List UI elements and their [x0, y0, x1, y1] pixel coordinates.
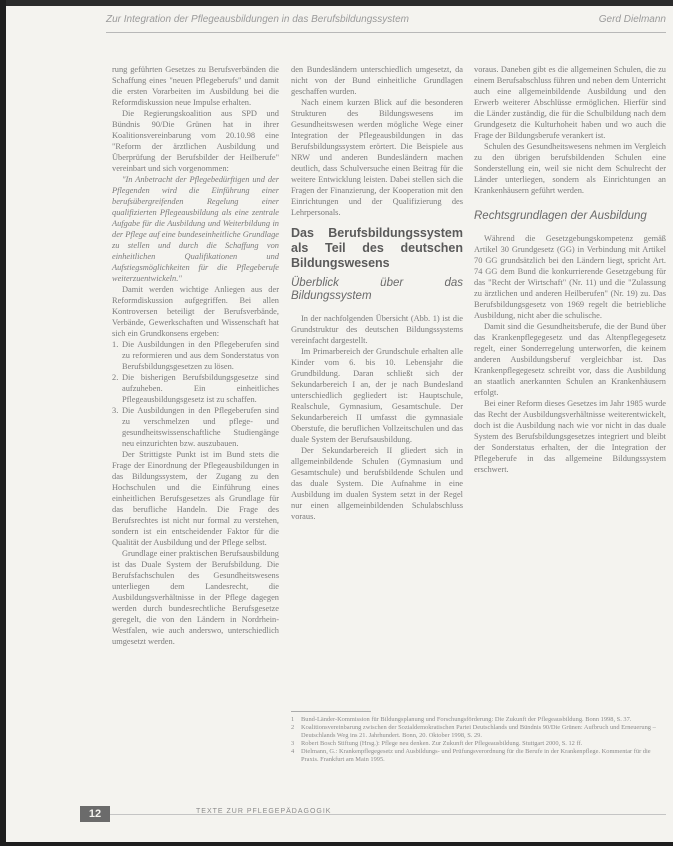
paragraph: den Bundesländern unterschiedlich umgesetzt, da nicht von der Bund einheitliche Grundlagen geschaffen wurden. [291, 65, 463, 96]
footnote [291, 724, 666, 740]
paragraph: Schulen des Gesundheitswesens nehmen im Vergleich zu den übrigen berufsbildenden Schulen eine Sonderstellung ein, weil sie nicht dem Schulrecht der Länder unterliegen, sondern als Einrichtungen an Krankenhäusern geführt werden. [474, 142, 666, 195]
paragraph: Im Primarbereich der Grundschule erhalten alle Kinder vom 6. bis 10. Lebensjahr die Grundbildung. Daran schließt sich der Sekundarbereich I an, der je nach Bundesland unterschiedlich gegliedert ist: Hauptschule, Realschule, Gymnasium, Gesamtschule. Der Sekundarbereich II umfasst die gymnasiale Oberstufe, die beruflichen Vollzeitschulen und das duale System der Berufsausbildung. [291, 347, 463, 444]
running-header [106, 14, 666, 32]
list-item [112, 405, 279, 449]
list-text: Die Ausbildungen in den Pflegeberufen sind zu reformieren und aus dem Sonderstatus von Berufsbildungsgesetzen zu lösen. [122, 340, 279, 371]
paragraph: In der nachfolgenden Übersicht (Abb. 1) ist die Grundstruktur des deutschen Bildungssystems vereinfacht dargestellt. [291, 314, 463, 345]
section-heading: Das Berufsbildungssystem als Teil des deutschen Bildungswesens [291, 226, 463, 270]
footer-title: TEXTE ZUR PFLEGEPÄDAGOGIK [196, 808, 332, 815]
list-text: Die Ausbildungen in den Pflegeberufen sind zu verschmelzen und pflege- und gesundheitswissenschaftliche Studiengänge neu einzurichten bzw. auszubauen. [122, 406, 279, 448]
footnote-number: 3 [291, 740, 295, 747]
footnote-number: 1 [291, 716, 295, 723]
list-number: 1. [112, 340, 119, 349]
footnote-number: 2 [291, 724, 295, 731]
footnote-rule [291, 711, 371, 712]
paragraph: rung geführten Gesetzes zu Berufsverbänden die Schaffung eines "neuen Pflegeberufs" und damit die ersten Vorarbeiten im Ausbildung bei die Reformdiskussion neue Impulse erhalten. [112, 65, 279, 107]
paragraph: Der Sekundarbereich II gliedert sich in allgemeinbildende Schulen (Gymnasium und Gesamtschule) und berufsbildende Schulen und das duale System. Die Aufnahme in eine Ausbildung im dualen System setzt in der Regel nur einen allgemeinbildenden Schulabschluss voraus. [291, 446, 463, 521]
text-column-1 [112, 64, 279, 647]
footnote-text: Koalitionsvereinbarung zwischen der Sozialdemokratischen Partei Deutschlands und Bündnis 90/Die Grünen: Aufbruch und Erneuerung – Deutschlands Weg ins 21. Jahrhundert. Bonn, 20. Oktober 1998, S. 29. [301, 724, 656, 739]
footnote [291, 740, 666, 748]
header-title: Zur Integration der Pflegeausbildungen in das Berufsbildungssystem [106, 14, 409, 25]
footnote [291, 748, 666, 764]
footnote-text: Bund-Länder-Kommission für Bildungsplanung und Forschungsförderung: Die Zukunft der Pflegeausbildung. Bonn 1998, S. 37. [301, 716, 632, 723]
list-item [112, 339, 279, 372]
footer-rule [110, 814, 666, 815]
paragraph: Der Strittigste Punkt ist im Bund stets die Frage der Einordnung der Pflegeausbildungen in das Bildungssystem, der Zugang zu den Hochschulen und die Einführung eines einheitlichen Berufsgesetzes als Grundlage für das berufliche Handeln. Die Frage des Berufsrechtes ist nicht nur formal zu verstehen, sondern ist ein entscheidender Faktor für die Qualität der Ausbildung und der Pflege selbst. [112, 450, 279, 547]
subsection-heading: Rechtsgrundlagen der Ausbildung [474, 210, 647, 222]
paragraph: Während die Gesetzgebungskompetenz gemäß Artikel 30 Grundgesetz (GG) in Verbindung mit Artikel 70 GG grundsätzlich bei den Ländern liegt, spricht Art. 74 GG dem Bund die konkurrierende Gesetzgebung für das "Recht der Wirtschaft" (Nr. 11) und die "Zulassung zu ärztlichen und anderen Heilberufen" (Nr. 19) zu. Das Berufsbildungsgesetz von 1969 regelt die betriebliche Ausbildung, nicht aber die schulische. [474, 234, 666, 320]
text-column-3 [474, 64, 666, 475]
paragraph: Damit sind die Gesundheitsberufe, die der Bund über das Krankenpflegegesetz und das Altenpflegegesetz regelt, einer Sonderregelung unterworfen, die keinem anderen Ausbildungsberuf vergleichbar ist. Das Krankenpflegegesetz schreibt vor, dass die Ausbildung an staatlich anerkannten Schulen an Krankenhäusern erfolgt. [474, 322, 666, 397]
paragraph: Die Regierungskoalition aus SPD und Bündnis 90/Die Grünen hat in ihrer Koalitionsvereinbarung vom 20.10.98 eine "Reform der ärztlichen Ausbildung und Überprüfung der Berufsbilder der Heilberufe" vereinbart und sich vorgenommen: [112, 109, 279, 173]
header-rule [106, 32, 666, 33]
footnote-text: Robert Bosch Stiftung (Hrsg.): Pflege neu denken. Zur Zukunft der Pflegeausbildung. Stuttgart 2000, S. 12 ff. [301, 740, 583, 747]
list-number: 3. [112, 406, 119, 415]
footnotes [291, 716, 666, 764]
document-page [6, 6, 673, 842]
block-quote: "In Anbetracht der Pflegebedürftigen und der Pflegenden wird die Einführung einer berufsübergreifenden Regelung einer qualifizierten Pflegeausbildung als eine zentrale Aufgabe für die Ausbildung und Weiterbildung in der Pflege auf eine bundeseinheitliche Grundlage zu stellen und durch die Schaffung von einheitlichen Qualifikationen und Aufstiegsmöglichkeiten für die Pflegeberufe weiterzuentwickeln." [112, 175, 279, 283]
scan-dark-edge-bottom [0, 842, 673, 846]
footnote [291, 716, 666, 724]
text-column-2 [291, 64, 463, 522]
list-item [112, 372, 279, 405]
page-number: 12 [80, 806, 110, 822]
paragraph: Damit werden wichtige Anliegen aus der Reformdiskussion aufgegriffen. Bei allen Kontroversen beteiligt der Berufsverbände, Verbände, Gewerkschaften und Wissenschaft hat sich ein Grundkonsens ergeben: [112, 285, 279, 338]
footnote-number: 4 [291, 748, 295, 755]
paragraph: Bei einer Reform dieses Gesetzes im Jahr 1985 wurde das Recht der Ausbildungsverhältnisse weiterentwickelt, doch ist die Ausbildung nach wie vor nicht in das duale System des Berufsbildungsgesetzes integriert und bleibt der Sonderstatus erhalten, der die Integration der Pflegeberufe in das allgemeine Bildungssystem erschwert. [474, 399, 666, 474]
paragraph: Nach einem kurzen Blick auf die besonderen Strukturen des Bildungswesens im Gesundheitswesen werden mögliche Wege einer Integration der Pflegeausbildungen in das Berufsbildungssystem erörtert. Die Beispiele aus NRW und anderen Bundesländern machen deutlich, dass Schulversuche einen Beitrag für die weitere Entwicklung leisten. Dabei stellen sich die Fragen der Finanzierung, der Kooperation mit den Einrichtungen und der Qualifizierung des Lehrpersonals. [291, 98, 463, 217]
list-number: 2. [112, 373, 119, 382]
header-author: Gerd Dielmann [598, 14, 666, 25]
page-footer [6, 802, 673, 826]
numbered-list [112, 339, 279, 449]
paragraph: voraus. Daneben gibt es die allgemeinen Schulen, die zu einem Berufsabschluss führen und neben dem Unterricht auch eine allgemeinbildende Ausbildung und den Erwerb weiterer Abschlüsse ermöglichen. Hierfür sind die Länder zuständig, die für die Schulbildung nach dem Grundgesetz die Kulturhoheit haben und wo auch die Frage der Bildungsberufe verankert ist. [474, 65, 666, 140]
footnote-text: Dielmann, G.: Krankenpflegegesetz und Ausbildungs- und Prüfungsverordnung für die Berufe in der Krankenpflege. Kommentar für die Praxis. Frankfurt am Main 1995. [301, 748, 651, 763]
list-text: Die bisherigen Berufsbildungsgesetze sind aufzuheben. Ein einheitliches Pflegeausbildungsgesetz ist zu schaffen. [122, 373, 279, 404]
subsection-heading: Überblick über das Bildungssystem [291, 277, 463, 302]
paragraph: Grundlage einer praktischen Berufsausbildung ist das Duale System der Berufsbildung. Die Berufsfachschulen des Gesundheitswesens unterliegen dem Landesrecht, die Ausbildungsverhältnisse in der Pflege dagegen werden durch bundesrechtliche Berufsgesetze geregelt, die von den Ländern in Nordrhein-Westfalen, wie auch anderswo, unterschiedlich umgesetzt werden. [112, 549, 279, 646]
